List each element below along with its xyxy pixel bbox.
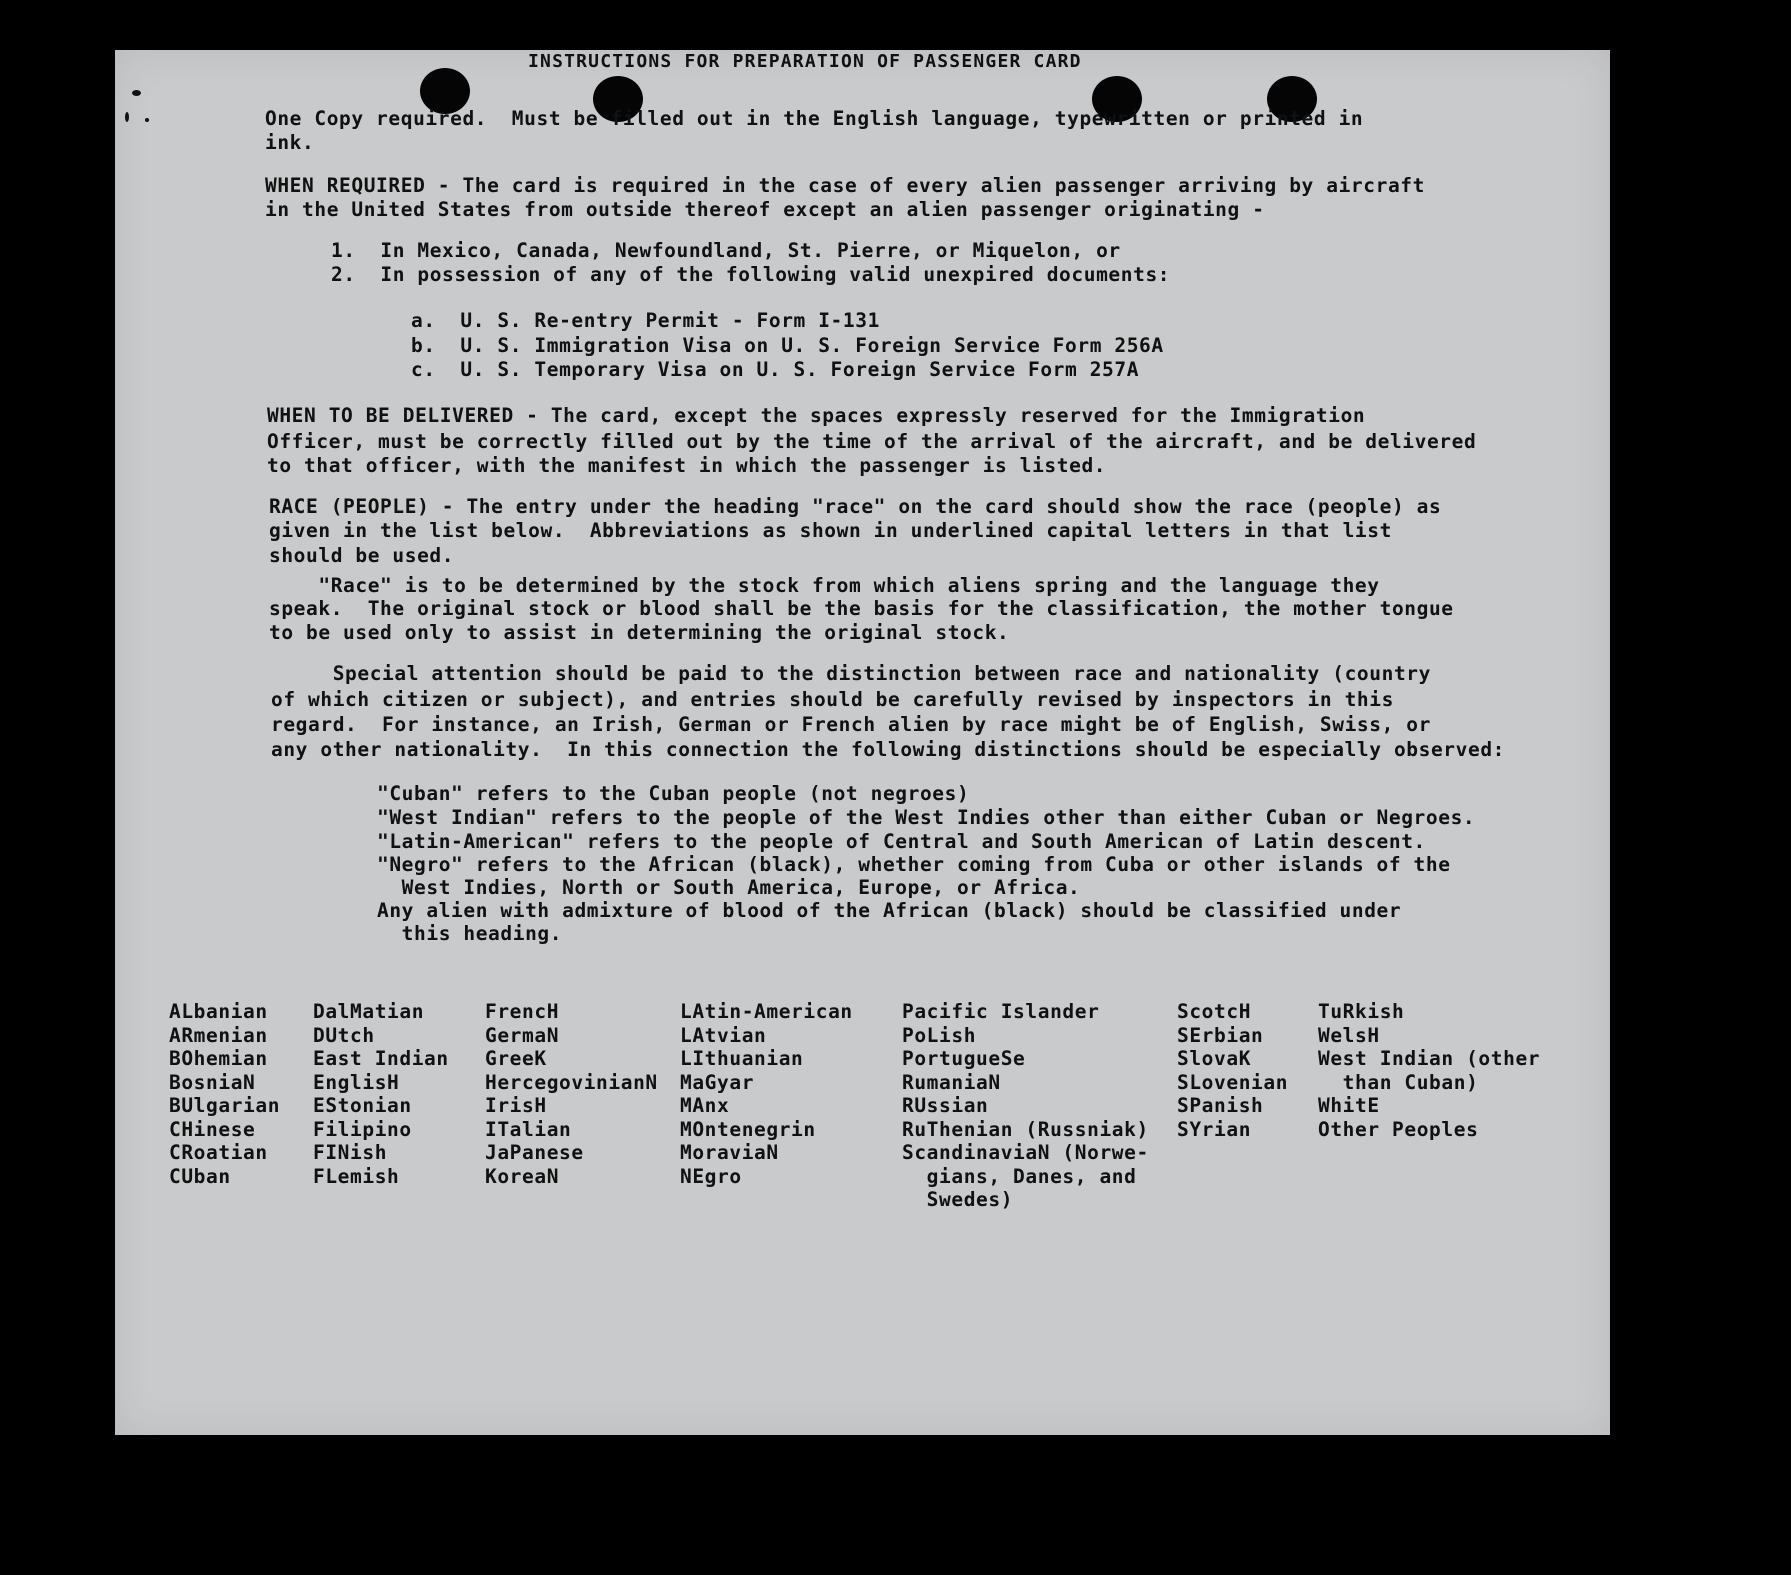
when-delivered-line: to that officer, with the manifest in which the passenger is listed. xyxy=(267,454,1107,477)
lettered-item: a. U. S. Re-entry Permit - Form I-131 xyxy=(411,309,880,332)
intro-line: One Copy required. Must be filled out in the English language, typewritten or printed in xyxy=(265,107,1364,130)
race-entry: JaPanese xyxy=(485,1141,584,1164)
race-entry: DalMatian xyxy=(313,1000,425,1023)
when-delivered-line: WHEN TO BE DELIVERED - The card, except the spaces expressly reserved for the Immigration xyxy=(267,404,1366,427)
intro-line: ink. xyxy=(265,131,315,154)
distinction-line: "Latin-American" refers to the people of Central and South American of Latin descent. xyxy=(377,830,1426,853)
race-entry: SlovaK xyxy=(1177,1047,1252,1070)
race-entry: LAtvian xyxy=(680,1023,767,1047)
race-entry: KoreaN xyxy=(485,1164,560,1188)
race-entry: ITalian xyxy=(485,1117,572,1141)
race-entry: Other Peoples xyxy=(1318,1117,1479,1141)
speck xyxy=(145,118,149,122)
race-entry: SYrian xyxy=(1177,1117,1252,1141)
race-entry: Swedes) xyxy=(902,1188,1014,1211)
numbered-item: 1. In Mexico, Canada, Newfoundland, St. Pierre, or Miquelon, or xyxy=(331,239,1121,262)
when-required-line: in the United States from outside thereof except an alien passenger originating - xyxy=(265,198,1265,221)
race-entry: RUssian xyxy=(902,1094,989,1117)
race-entry: East Indian xyxy=(313,1047,449,1070)
attention-line: any other nationality. In this connection the following distinctions should be especially observed: xyxy=(271,738,1505,761)
race-entry: Filipino xyxy=(313,1117,412,1141)
race-definition-line: speak. The original stock or blood shall be the basis for the classification, the mother tongue xyxy=(269,597,1454,620)
race-entry: ALbanian xyxy=(169,1000,268,1023)
distinction-line: this heading. xyxy=(377,922,563,945)
attention-line: Special attention should be paid to the distinction between race and nationality (country xyxy=(271,662,1431,685)
race-definition-line: to be used only to assist in determining the original stock. xyxy=(269,621,1010,644)
race-heading-line: RACE (PEOPLE) - The entry under the heading "race" on the card should show the race (people) as xyxy=(269,495,1442,518)
race-entry: WelsH xyxy=(1318,1023,1380,1047)
race-list-column xyxy=(902,1000,1149,1212)
race-list-column xyxy=(1318,1000,1540,1141)
race-entry: CUban xyxy=(169,1164,231,1188)
race-list-column xyxy=(680,1000,853,1188)
race-entry: FINish xyxy=(313,1141,388,1164)
race-entry: SPanish xyxy=(1177,1094,1264,1117)
race-list-column xyxy=(169,1000,280,1188)
numbered-item: 2. In possession of any of the following valid unexpired documents: xyxy=(331,263,1171,286)
race-entry: RuThenian (Russniak) xyxy=(902,1117,1149,1141)
race-entry: LIthuanian xyxy=(680,1047,804,1070)
race-entry: EnglisH xyxy=(313,1070,400,1094)
race-entry: BOhemian xyxy=(169,1047,268,1070)
race-entry: ARmenian xyxy=(169,1023,268,1047)
attention-line: of which citizen or subject), and entries should be carefully revised by inspectors in this xyxy=(271,688,1394,711)
race-entry: ScotcH xyxy=(1177,1000,1252,1023)
race-entry: EStonian xyxy=(313,1094,412,1117)
race-entry: DUtch xyxy=(313,1023,375,1047)
race-list-column xyxy=(485,1000,658,1188)
race-entry: SLovenian xyxy=(1177,1070,1289,1094)
lettered-item: c. U. S. Temporary Visa on U. S. Foreign Service Form 257A xyxy=(411,358,1140,381)
lettered-item: b. U. S. Immigration Visa on U. S. Foreign Service Form 256A xyxy=(411,334,1164,357)
race-entry: BUlgarian xyxy=(169,1094,281,1117)
race-entry: MaGyar xyxy=(680,1070,755,1094)
distinction-line: "Cuban" refers to the Cuban people (not negroes) xyxy=(377,782,970,805)
race-entry: gians, Danes, and xyxy=(902,1164,1137,1188)
race-entry: FLemish xyxy=(313,1164,400,1188)
race-entry: FrencH xyxy=(485,1000,560,1023)
race-entry: CRoatian xyxy=(169,1141,268,1164)
race-entry: NEgro xyxy=(680,1164,742,1188)
race-entry: IrisH xyxy=(485,1094,547,1117)
race-entry: GreeK xyxy=(485,1047,547,1070)
race-definition-line: "Race" is to be determined by the stock from which aliens spring and the language they xyxy=(269,574,1380,597)
race-entry: ScandinaviaN (Norwe- xyxy=(902,1141,1149,1164)
race-list-column xyxy=(313,1000,449,1188)
race-entry: MOntenegrin xyxy=(680,1117,816,1141)
race-entry: than Cuban) xyxy=(1318,1070,1479,1094)
when-delivered-line: Officer, must be correctly filled out by the time of the arrival of the aircraft, and be delivered xyxy=(267,430,1477,453)
race-entry: BosniaN xyxy=(169,1070,256,1094)
race-entry: Pacific Islander xyxy=(902,1000,1100,1023)
race-entry: MAnx xyxy=(680,1094,730,1117)
race-heading-line: given in the list below. Abbreviations as shown in underlined capital letters in that list xyxy=(269,519,1392,542)
race-entry: PoLish xyxy=(902,1023,977,1047)
when-required-line: WHEN REQUIRED - The card is required in the case of every alien passenger arriving by aircraft xyxy=(265,174,1425,197)
distinction-line: "West Indian" refers to the people of the West Indies other than either Cuban or Negroes. xyxy=(377,806,1476,829)
race-entry: WhitE xyxy=(1318,1094,1380,1117)
race-entry: HercegovinianN xyxy=(485,1070,658,1094)
distinction-line: Any alien with admixture of blood of the African (black) should be classified under xyxy=(377,899,1402,922)
document-page xyxy=(115,50,1610,1435)
race-heading-line: should be used. xyxy=(269,544,455,567)
race-entry: PortugueSe xyxy=(902,1047,1026,1070)
race-list-column xyxy=(1177,1000,1288,1141)
distinction-line: West Indies, North or South America, Europe, or Africa. xyxy=(377,876,1081,899)
distinction-line: "Negro" refers to the African (black), whether coming from Cuba or other islands of the xyxy=(377,853,1451,876)
page-title: INSTRUCTIONS FOR PREPARATION OF PASSENGER CARD xyxy=(528,51,1082,72)
race-entry: MoraviaN xyxy=(680,1141,779,1164)
attention-line: regard. For instance, an Irish, German or French alien by race might be of English, Swiss, or xyxy=(271,713,1431,736)
speck xyxy=(132,90,141,96)
race-entry: SErbian xyxy=(1177,1023,1264,1047)
race-entry: CHinese xyxy=(169,1117,256,1141)
race-entry: West Indian (other xyxy=(1318,1047,1541,1070)
race-entry: TuRkish xyxy=(1318,1000,1405,1023)
race-entry: GermaN xyxy=(485,1023,560,1047)
speck xyxy=(125,112,129,122)
race-entry: RumaniaN xyxy=(902,1070,1001,1094)
race-entry: LAtin-American xyxy=(680,1000,853,1023)
